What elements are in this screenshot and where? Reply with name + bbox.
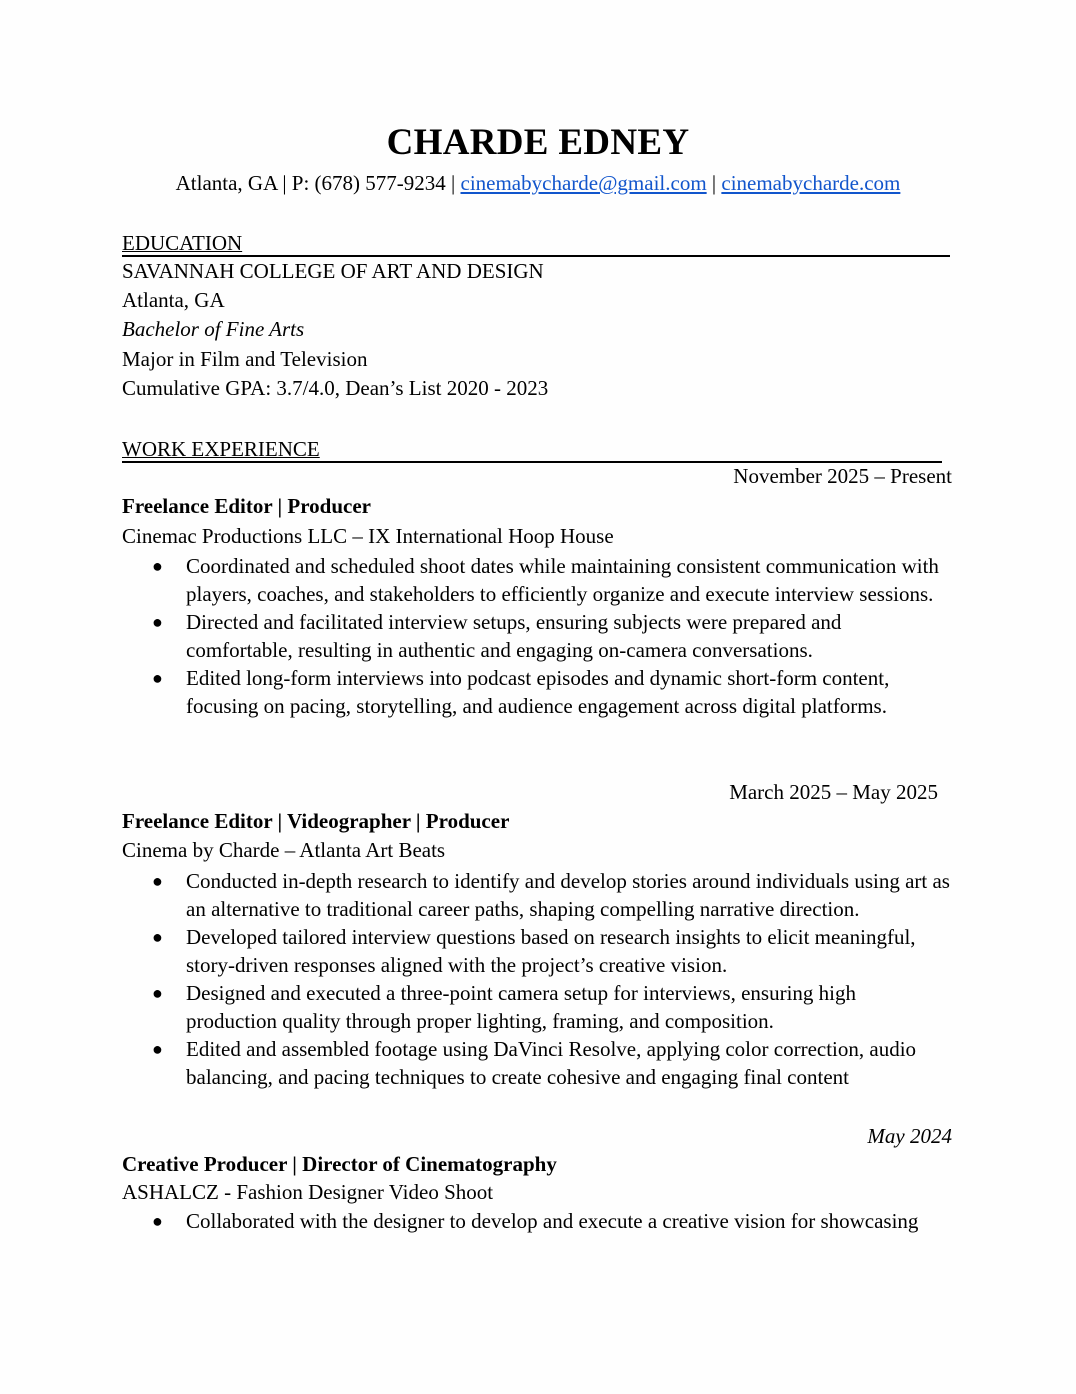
job-title: Freelance Editor | Producer (122, 494, 371, 518)
job-bullet-list (122, 552, 952, 720)
bullet-icon: ● (152, 668, 163, 688)
list-item: ● Conducted in-depth research to identify and develop stories around individuals using art as an alternative to traditional career paths, shaping compelling narrative direction. (152, 869, 950, 921)
list-item: ● Edited long-form interviews into podcast episodes and dynamic short-form content, focusing on pacing, storytelling, and audience engagement across digital platforms. (152, 666, 890, 718)
bullet-icon: ● (152, 871, 163, 891)
job-date: May 2024 (867, 1124, 952, 1148)
job-date: March 2025 – May 2025 (729, 780, 938, 804)
job-date: November 2025 – Present (733, 464, 952, 488)
bullet-icon: ● (152, 1039, 163, 1059)
job-title: Freelance Editor | Videographer | Producer (122, 809, 510, 833)
email-link[interactable]: cinemabycharde@gmail.com (460, 171, 707, 195)
job-bullet-list (122, 1207, 952, 1235)
education-major: Major in Film and Television (122, 347, 368, 371)
list-item: ● Collaborated with the designer to develop and execute a creative vision for showcasing (152, 1209, 919, 1233)
list-item: ● Coordinated and scheduled shoot dates while maintaining consistent communication with players, coaches, and stakeholders to efficiently organize and execute interview sessions. (152, 554, 939, 606)
education-heading: EDUCATION (122, 231, 950, 257)
list-item: ● Developed tailored interview questions based on research insights to elicit meaningful, story-driven responses aligned with the project’s creative vision. (152, 925, 916, 977)
job-organization: Cinemac Productions LLC – IX International Hoop House (122, 524, 614, 548)
bullet-icon: ● (152, 983, 163, 1003)
contact-separator: | (706, 171, 722, 195)
education-school: SAVANNAH COLLEGE OF ART AND DESIGN (122, 259, 544, 283)
education-location: Atlanta, GA (122, 288, 225, 312)
bullet-icon: ● (152, 1211, 163, 1231)
education-degree: Bachelor of Fine Arts (122, 317, 305, 341)
list-item: ● Designed and executed a three-point camera setup for interviews, ensuring high production quality through proper lighting, framing, and composition. (152, 981, 857, 1033)
bullet-icon: ● (152, 927, 163, 947)
list-item: ● Edited and assembled footage using DaVinci Resolve, applying color correction, audio balancing, and pacing techniques to create cohesive and engaging final content (152, 1037, 917, 1089)
bullet-icon: ● (152, 556, 163, 576)
website-link[interactable]: cinemabycharde.com (721, 171, 901, 195)
list-item: ● Directed and facilitated interview setups, ensuring subjects were prepared and comfortable, resulting in authentic and engaging on-camera conversations. (152, 610, 842, 662)
education-gpa: Cumulative GPA: 3.7/4.0, Dean’s List 2020 - 2023 (122, 376, 549, 400)
job-title: Creative Producer | Director of Cinematography (122, 1152, 557, 1176)
resume-name: CHARDE EDNEY (386, 122, 690, 163)
work-experience-heading: WORK EXPERIENCE (122, 437, 942, 463)
job-organization: Cinema by Charde – Atlanta Art Beats (122, 838, 446, 862)
bullet-icon: ● (152, 612, 163, 632)
contact-line (0, 169, 1076, 198)
job-organization: ASHALCZ - Fashion Designer Video Shoot (122, 1180, 494, 1204)
contact-prefix: Atlanta, GA | P: (678) 577-9234 | (175, 171, 461, 195)
job-bullet-list (122, 867, 952, 1091)
